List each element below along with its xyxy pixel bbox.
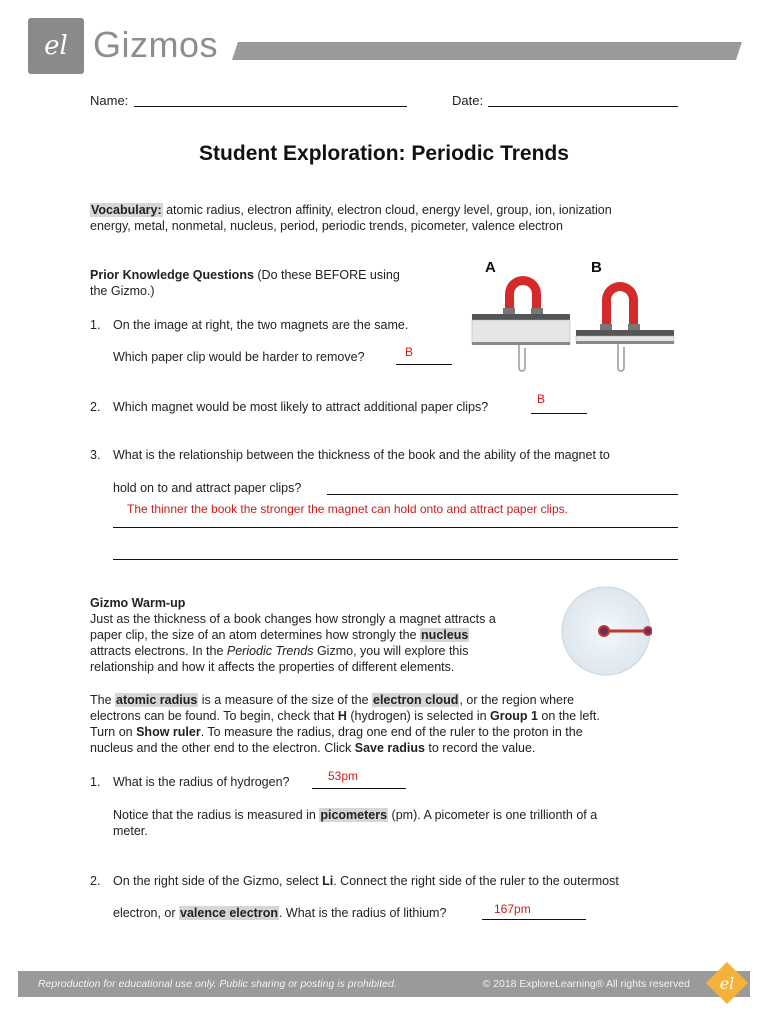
date-field[interactable]	[488, 106, 678, 107]
gizmos-brand: Gizmos	[93, 24, 219, 65]
name-label: Name:	[90, 93, 129, 108]
picometers-term: picometers	[320, 808, 388, 822]
wq2-l2c: . What is the radius of lithium?	[278, 906, 447, 920]
p2-l3c: . To measure the radius, drag one end of the ruler to the proton in the	[200, 725, 583, 739]
name-field[interactable]	[134, 106, 407, 107]
page-title: Student Exploration: Periodic Trends	[199, 142, 569, 165]
q1-question: Which paper clip would be harder to remove?	[113, 350, 365, 364]
warmup-p1-l2a: paper clip, the size of an atom determines how strongly the	[90, 628, 421, 642]
electron	[644, 627, 652, 635]
p2-c: is a measure of the size of the	[198, 693, 372, 707]
vocab-line1: atomic radius, electron affinity, electron cloud, energy level, group, ion, ionization	[162, 203, 612, 217]
q3-text-line2: hold on to and attract paper clips?	[113, 481, 302, 495]
magnet-b	[576, 282, 674, 371]
note-l2: meter.	[113, 824, 148, 838]
q1-text: On the image at right, the two magnets are the same.	[113, 318, 409, 332]
note-c: (pm). A picometer is one trillionth of a	[388, 808, 598, 822]
warmup-paragraph2	[90, 692, 690, 756]
vocabulary	[90, 202, 690, 234]
p2-l4a: nucleus and the other end to the electron. Click	[90, 741, 355, 755]
warmup-section	[90, 595, 530, 675]
footer-right: © 2018 ExploreLearning® All rights reserved	[482, 978, 690, 990]
wq2-number: 2.	[90, 874, 101, 888]
atom-image	[560, 585, 652, 677]
header-bar	[232, 42, 742, 60]
q1-answer-line[interactable]	[396, 364, 452, 365]
q3-text: What is the relationship between the thickness of the book and the ability of the magnet to	[113, 448, 610, 462]
explorelearning-logo	[28, 18, 84, 74]
warmup-p1-l3c: Gizmo, you will explore this	[313, 644, 469, 658]
vocab-line2: energy, metal, nonmetal, nucleus, period, periodic trends, picometer, valence electron	[90, 219, 563, 233]
q1-number: 1.	[90, 318, 101, 332]
footer-logo-text: el	[719, 974, 735, 993]
q2-answer: B	[537, 392, 546, 406]
label-a: A	[485, 259, 496, 276]
p2-a: The	[90, 693, 116, 707]
footer-logo-icon	[704, 960, 750, 1006]
valence-electron-term: valence electron	[180, 906, 278, 920]
p2-l2d: Group 1	[490, 709, 538, 723]
p2-l2b: H	[337, 709, 347, 723]
p2-l4c: to record the value.	[424, 741, 536, 755]
p2-l4b: Save radius	[354, 741, 425, 755]
nucleus	[599, 626, 609, 636]
q2-answer-line[interactable]	[531, 413, 587, 414]
q2-number: 2.	[90, 400, 101, 414]
q2-text: Which magnet would be most likely to attract additional paper clips?	[113, 400, 489, 414]
electron-cloud-term: electron cloud	[373, 693, 459, 707]
prior-heading-bold: Prior Knowledge Questions	[90, 268, 254, 282]
note-a: Notice that the radius is measured in	[113, 808, 320, 822]
q3-answer-line2[interactable]	[113, 527, 678, 528]
footer-left: Reproduction for educational use only. Public sharing or posting is prohibited.	[38, 978, 397, 990]
footer-bar	[18, 971, 750, 997]
p2-l2a: electrons can be found. To begin, check that	[90, 709, 338, 723]
p2-e: , or the region where	[459, 693, 575, 707]
warmup-p1-l1: Just as the thickness of a book changes how strongly a magnet attracts a	[90, 612, 496, 626]
wq2-l2a: electron, or	[113, 906, 180, 920]
logo-text: el	[44, 31, 68, 61]
wq2-l1a: On the right side of the Gizmo, select	[113, 874, 323, 888]
p2-l2e: on the left.	[537, 709, 600, 723]
p2-l2c: (hydrogen) is selected in	[346, 709, 491, 723]
gizmo-name: Periodic Trends	[226, 644, 314, 658]
wq2-answer: 167pm	[494, 902, 531, 916]
date-label: Date:	[452, 93, 484, 108]
wq1-note	[113, 807, 673, 839]
magnets-image	[470, 256, 678, 376]
atomic-radius-term: atomic radius	[116, 693, 198, 707]
vocabulary-label: Vocabulary:	[91, 203, 162, 217]
q3-answer-line1[interactable]	[327, 494, 678, 495]
q3-answer-line3[interactable]	[113, 559, 678, 560]
wq1-answer-line[interactable]	[312, 788, 406, 789]
warmup-p1-l4: relationship and how it affects the properties of different elements.	[90, 660, 455, 674]
wq1-answer: 53pm	[328, 769, 359, 783]
prior-heading-rest: (Do these BEFORE using	[253, 268, 400, 282]
wq1-text: What is the radius of hydrogen?	[113, 775, 290, 789]
q1-answer: B	[405, 345, 414, 359]
prior-heading	[90, 267, 450, 299]
p2-l3a: Turn on	[90, 725, 137, 739]
wq2-l1b: Li	[322, 874, 334, 888]
magnet-a	[472, 276, 570, 371]
warmup-p1-l3: attracts electrons. In the	[90, 644, 227, 658]
p2-l3b: Show ruler	[136, 725, 201, 739]
wq2-line2	[113, 906, 446, 920]
nucleus-term: nucleus	[421, 628, 469, 642]
q3-number: 3.	[90, 448, 101, 462]
q3-answer: The thinner the book the stronger the magnet can hold onto and attract paper clips.	[127, 502, 568, 516]
wq2-line1	[113, 874, 683, 888]
label-b: B	[591, 259, 602, 276]
wq1-number: 1.	[90, 775, 101, 789]
warmup-heading: Gizmo Warm-up	[90, 596, 186, 610]
wq2-l1c: . Connect the right side of the ruler to the outermost	[333, 874, 619, 888]
prior-heading-line2: the Gizmo.)	[90, 284, 155, 298]
wq2-answer-line[interactable]	[482, 919, 586, 920]
